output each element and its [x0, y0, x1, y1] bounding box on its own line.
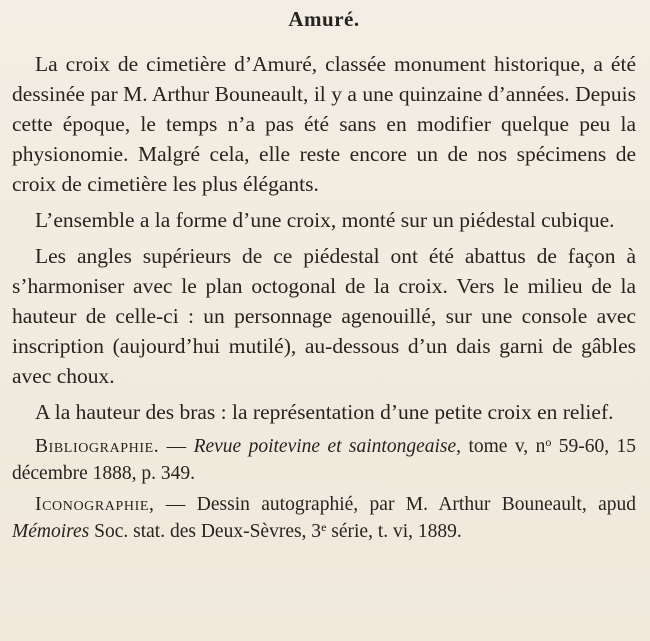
bibliographie-rest: , tome v, n [456, 436, 546, 457]
paragraph-ensemble: L’ensemble a la forme d’une croix, monté sur un piédestal cubique. [35, 208, 615, 232]
iconographie-sup: e [321, 520, 327, 534]
bibliographie-dash: — [159, 436, 194, 457]
bibliographie-tail: 59-60, 15 décembre 1888, p. 349. [12, 436, 636, 484]
bibliographie-sup: o [545, 435, 552, 449]
paragraph-history: La croix de cimetière d’Amuré, classée monument historique, a été dessinée par M. Arthur Bouneault, il y a une quinzaine d’années. Depuis cette époque, le temps n’a pas été sans en modifier quelque peu la physionomie. Malgré cela, elle reste encore un de nos spécimens de croix de cimetière les plus élégants. [12, 52, 636, 196]
iconographie-rest: Soc. stat. des Deux-Sèvres, 3 [89, 521, 322, 542]
paragraph-bras: A la hauteur des bras : la représentation d’une petite croix en relief. [35, 400, 614, 424]
iconographie-text: Dessin autographié, par M. Arthur Bouneault, apud [196, 494, 636, 515]
paragraph-piedestal: Les angles supérieurs de ce piédestal ont été abattus de façon à s’harmoniser avec le plan octogonal de la croix. Vers le milieu de la hauteur de celle-ci : un personnage agenouillé, sur une console avec inscription (aujourd’hui mutilé), au-dessous d’un dais garni de gâbles avec choux. [12, 244, 636, 388]
page-title: Amuré. [288, 7, 360, 31]
bibliographie-source: Revue poitevine et saintongeaise [193, 436, 457, 457]
iconographie-source: Mémoires [12, 521, 90, 542]
iconographie-tail: série, t. vi, 1889. [326, 521, 462, 542]
bibliographie-label: Bibliographie. [35, 436, 160, 457]
iconographie-entry [12, 491, 636, 545]
bibliographie-entry [12, 433, 636, 487]
iconographie-dash: — [154, 494, 197, 515]
iconographie-label: Iconographie, [35, 494, 155, 515]
